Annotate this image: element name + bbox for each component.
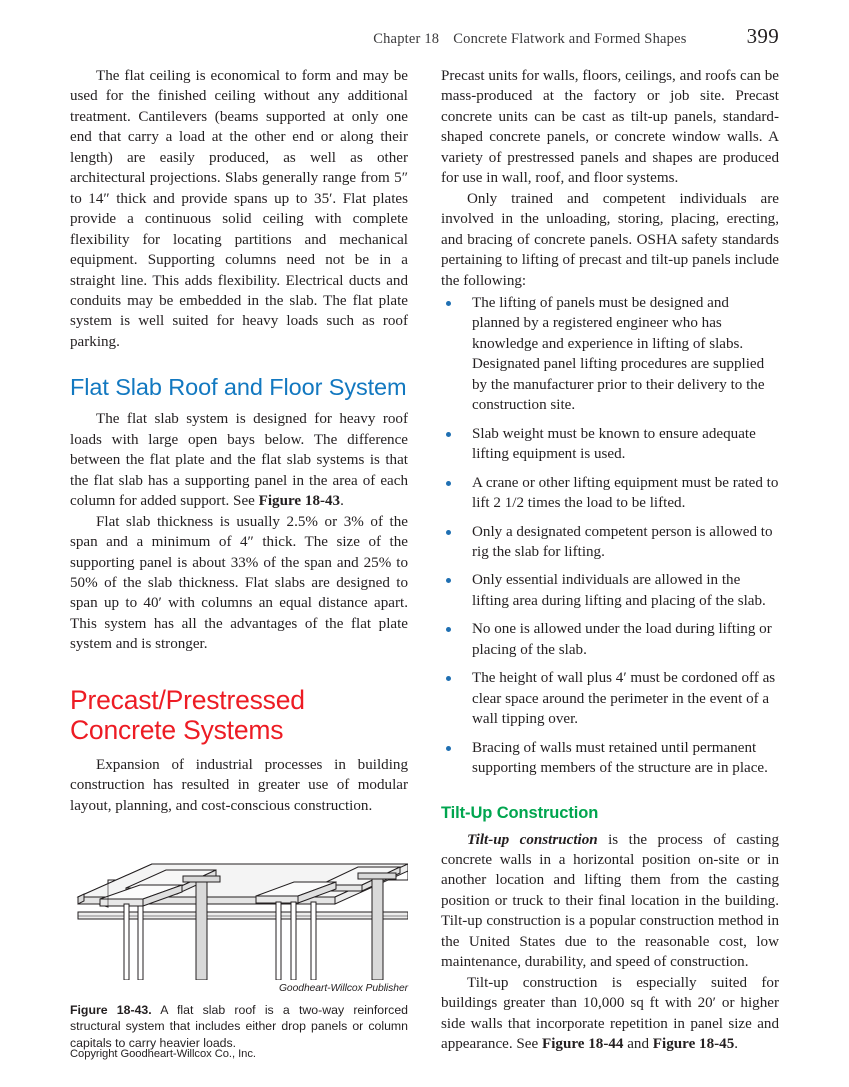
figure-18-43 [70, 840, 408, 1051]
figure-caption [70, 1002, 408, 1051]
list-item-text: The height of wall plus 4′ must be cordoned off as clear space around the perimeter in the event of a wall tipping over. [472, 670, 776, 728]
list-item [441, 522, 779, 563]
paragraph-flat-slab-system-text-c: . [340, 493, 344, 510]
paragraph-flat-slab-system [70, 409, 408, 511]
copyright-notice: Copyright Goodheart-Willcox Co., Inc. [70, 1048, 256, 1060]
list-item [441, 668, 779, 729]
bullet-dot-icon [446, 746, 451, 751]
paragraph-tilt-up-definition-text: is the process of casting concrete walls in a horizontal position on-site or in another location and lifting them from the casting position or truck to their final location in the building. Tilt-up construction is a popular construction method in the United States due to the reasonable cost, low maintenance, durability, and speed of construction. [441, 831, 779, 971]
running-head-title: Concrete Flatwork and Formed Shapes [453, 31, 687, 47]
list-item [441, 424, 779, 465]
page-number: 399 [746, 24, 779, 48]
left-column [70, 66, 408, 1051]
paragraph-expansion-industrial: Expansion of industrial processes in building construction has resulted in greater use of modular layout, planning, and cost-conscious construction. [70, 756, 408, 814]
right-column [441, 66, 779, 1054]
list-item-text: A crane or other lifting equipment must be rated to lift 2 1/2 times the load to be lifted. [472, 474, 779, 512]
term-tilt-up-construction: Tilt-up construction [467, 831, 598, 848]
osha-bullet-list [441, 293, 779, 779]
bullet-dot-icon [446, 432, 451, 437]
bullet-dot-icon [446, 530, 451, 535]
running-head [70, 24, 779, 50]
bullet-dot-icon [446, 676, 451, 681]
figure-reference-18-43: Figure 18-43 [258, 493, 341, 510]
bullet-dot-icon [446, 578, 451, 583]
paragraph-osha-standards: Only trained and competent individuals are involved in the unloading, storing, placing, erecting, and bracing of concrete panels. OSHA safety standards pertaining to lifting of precast and tilt-up panels include the following: [441, 190, 779, 289]
list-item-text: Only essential individuals are allowed in the lifting area during lifting and placing of the slab. [472, 572, 766, 609]
figure-reference-18-44: Figure 18-44 [541, 1036, 624, 1053]
list-item [441, 619, 779, 660]
list-item [441, 293, 779, 416]
bullet-dot-icon [446, 627, 451, 632]
list-item [441, 738, 779, 779]
running-head-chapter: Chapter 18 [373, 31, 440, 47]
heading-tilt-up-construction: Tilt-Up Construction [441, 803, 599, 822]
list-item [441, 570, 779, 611]
list-item-text: No one is allowed under the load during lifting or placing of the slab. [472, 621, 772, 658]
list-item-text: Only a designated competent person is allowed to rig the slab for lifting. [472, 523, 773, 560]
figure-credit: Goodheart-Willcox Publisher [278, 983, 408, 995]
paragraph-flat-slab-system-text-a: The flat slab system is designed for heavy roof loads with large open bays below. The difference between the flat plate and the flat slab systems is that the flat slab has a supporting panel in the area of each column for added support. See [70, 411, 408, 510]
paragraph-tilt-up-suitability [441, 973, 779, 1055]
list-item-text: Bracing of walls must retained until permanent supporting members of the structure are in place. [472, 739, 768, 777]
paragraph-flat-ceiling: The flat ceiling is economical to form and may be used for the finished ceiling without any additional treatment. Cantilevers (beams supported at only one end that carry a load at the other end or along their length) are easily produced, as well as other architectural projections. Slabs generally range from 5″ to 14″ thick and provide spans up to 35′. Flat plates provide a continuous solid ceiling with complete flexibility for locating partitions and mechanical equipment. Supporting columns need not be in a straight line. This adds flexibility. Electrical ducts and conduits may be embedded in the slab. The flat plate system is well suited for heavy loads such as roof parking. [70, 68, 408, 350]
figure-caption-number: Figure 18-43. [70, 1003, 152, 1018]
bullet-dot-icon [446, 301, 451, 306]
list-item-text: Slab weight must be known to ensure adequate lifting equipment is used. [472, 425, 756, 463]
paragraph-precast-units: Precast units for walls, floors, ceilings, and roofs can be mass-produced at the factory or job site. Precast concrete units can be cast as tilt-up panels, standard-shaped concrete panels, or concrete window walls. A variety of prestressed panels and shapes are produced for use in wall, roof, and floor systems. [441, 68, 779, 187]
list-item-text: The lifting of panels must be designed and planned by a registered engineer who has knowledge and experience in lifting of slabs. Designated panel lifting procedures are supplied by the manufacturer prior to their delivery to the construction site. [472, 294, 765, 414]
heading-flat-slab-roof-and-floor-system: Flat Slab Roof and Floor System [70, 374, 407, 401]
paragraph-flat-slab-thickness: Flat slab thickness is usually 2.5% or 3% of the span and a minimum of 4″ thick. The size of the supporting panel is about 33% of the span and 25% to 50% of the slab thickness. Flat slabs are designed to span up to 40′ with columns an equal distance apart. This system has all the advantages of the flat plate system and is stronger. [70, 513, 408, 653]
body-columns [70, 66, 779, 1053]
paragraph-tilt-up-suitability-text-e: . [734, 1036, 739, 1053]
figure-caption-text: A flat slab roof is a two-way reinforced structural system that includes either drop panels or column capitals to carry heavier loads. [70, 1003, 408, 1050]
paragraph-tilt-up-suitability-text-a: Tilt-up construction is especially suited for buildings greater than 10,000 sq ft with 20′ or higher side walls that incorporate repetition in panel size and appearance. See [441, 974, 779, 1053]
paragraph-tilt-up-suitability-text-c: and [623, 1036, 653, 1053]
figure-reference-18-45: Figure 18-45 [652, 1036, 735, 1053]
heading-precast-prestressed-concrete-systems: Precast/Prestressed Concrete Systems [70, 684, 305, 745]
list-item [441, 473, 779, 514]
paragraph-tilt-up-definition [441, 830, 779, 973]
bullet-dot-icon [446, 481, 451, 486]
flat-slab-roof-illustration [70, 840, 408, 980]
